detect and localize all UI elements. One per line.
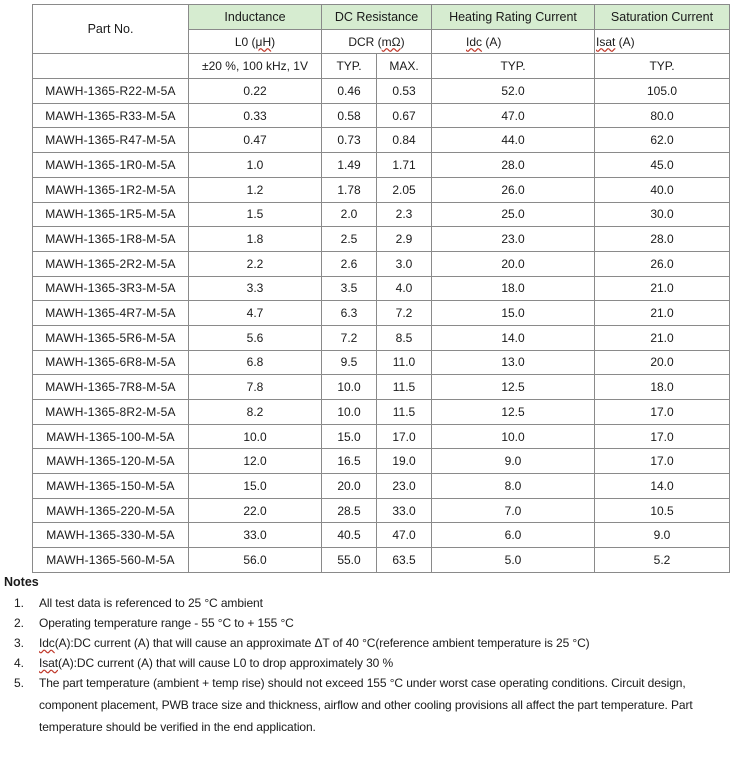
idc-typ-cell: 44.0 — [432, 128, 595, 153]
dcr-max-cell: 2.05 — [377, 177, 432, 202]
dcr-max-cell: 0.53 — [377, 79, 432, 104]
idc-typ-cell: 9.0 — [432, 449, 595, 474]
inductance-cell: 2.2 — [189, 251, 322, 276]
note-number: 4. — [14, 656, 25, 670]
dcr-max-cell: 0.84 — [377, 128, 432, 153]
part-number-cell: MAWH-1365-220-M-5A — [33, 498, 189, 523]
idc-typ-cell: 28.0 — [432, 153, 595, 178]
inductance-cell: 56.0 — [189, 548, 322, 573]
note-number: 1. — [14, 596, 25, 610]
inductance-cell: 5.6 — [189, 325, 322, 350]
note-item-2 — [4, 617, 724, 629]
isat-typ-cell: 18.0 — [595, 375, 730, 400]
dcr-typ-cell: 2.0 — [322, 202, 377, 227]
dcr-typ-cell: 0.73 — [322, 128, 377, 153]
idc-typ-cell: 23.0 — [432, 227, 595, 252]
table-row — [33, 498, 730, 523]
part-number-cell: MAWH-1365-1R5-M-5A — [33, 202, 189, 227]
inductance-cell: 0.33 — [189, 103, 322, 128]
idc-typ-cell: 10.0 — [432, 424, 595, 449]
dcr-prefix: DCR ( — [348, 34, 382, 49]
part-number-cell: MAWH-1365-R33-M-5A — [33, 103, 189, 128]
inductance-cell: 12.0 — [189, 449, 322, 474]
dcr-suffix: ) — [400, 34, 405, 49]
idc-typ-cell: 15.0 — [432, 301, 595, 326]
note-number: 2. — [14, 616, 25, 630]
inductance-cell: 8.2 — [189, 400, 322, 425]
dcr-max-cell: 17.0 — [377, 424, 432, 449]
note-text: The part temperature (ambient + temp rise) should not exceed 155 °C under worst case operating conditions. Circuit design, component placement, PWB trace size and thickness, airflow and other cooling provisions all affect the part temperature. Part temperature should be verified in the end application. — [39, 676, 693, 734]
note-symbol: Isat — [39, 656, 58, 670]
part-number-cell: MAWH-1365-3R3-M-5A — [33, 276, 189, 301]
part-number-cell: MAWH-1365-560-M-5A — [33, 548, 189, 573]
dcr-typ-cell: 7.2 — [322, 325, 377, 350]
isat-typ-cell: 26.0 — [595, 251, 730, 276]
isat-typ-cell: 21.0 — [595, 301, 730, 326]
table-row — [33, 227, 730, 252]
dcr-max-cell: 19.0 — [377, 449, 432, 474]
isat-typ-cell: 40.0 — [595, 177, 730, 202]
inductance-cell: 0.47 — [189, 128, 322, 153]
note-item-3 — [4, 637, 724, 649]
table-row — [33, 202, 730, 227]
notes-title: Notes — [4, 575, 39, 589]
inductance-cell: 1.8 — [189, 227, 322, 252]
header-row-3 — [33, 54, 730, 79]
idc-typ-cell: 14.0 — [432, 325, 595, 350]
table-row — [33, 301, 730, 326]
isat-typ-cell: 5.2 — [595, 548, 730, 573]
part-number-cell: MAWH-1365-100-M-5A — [33, 424, 189, 449]
header-typ-isat: TYP. — [595, 54, 730, 79]
table-row — [33, 153, 730, 178]
isat-typ-cell: 9.0 — [595, 523, 730, 548]
header-blank — [33, 54, 189, 79]
table-row — [33, 474, 730, 499]
note-item-1 — [4, 597, 724, 609]
isat-typ-cell: 45.0 — [595, 153, 730, 178]
dcr-max-cell: 8.5 — [377, 325, 432, 350]
part-number-cell: MAWH-1365-R47-M-5A — [33, 128, 189, 153]
idc-typ-cell: 26.0 — [432, 177, 595, 202]
dcr-typ-cell: 2.5 — [322, 227, 377, 252]
table-row — [33, 375, 730, 400]
header-inductance: Inductance — [189, 5, 322, 30]
header-typ-dcr: TYP. — [322, 54, 377, 79]
idc-symbol: Idc — [466, 34, 483, 49]
table-row — [33, 251, 730, 276]
inductance-cell: 22.0 — [189, 498, 322, 523]
inductance-cell: 7.8 — [189, 375, 322, 400]
dcr-typ-cell: 6.3 — [322, 301, 377, 326]
table-row — [33, 177, 730, 202]
dcr-typ-cell: 3.5 — [322, 276, 377, 301]
dcr-typ-cell: 40.5 — [322, 523, 377, 548]
note-symbol: Idc — [39, 636, 55, 650]
inductance-cell: 10.0 — [189, 424, 322, 449]
table-row — [33, 449, 730, 474]
idc-typ-cell: 20.0 — [432, 251, 595, 276]
idc-typ-cell: 25.0 — [432, 202, 595, 227]
table-row — [33, 523, 730, 548]
part-number-cell: MAWH-1365-1R0-M-5A — [33, 153, 189, 178]
note-text: All test data is referenced to 25 °C ambient — [39, 596, 263, 610]
isat-typ-cell: 17.0 — [595, 449, 730, 474]
isat-suffix: (A) — [615, 34, 635, 49]
dcr-max-cell: 23.0 — [377, 474, 432, 499]
header-typ-idc: TYP. — [432, 54, 595, 79]
table-row — [33, 276, 730, 301]
note-body: (A):DC current (A) that will cause L0 to drop approximately 30 % — [57, 656, 394, 670]
dcr-typ-cell: 55.0 — [322, 548, 377, 573]
isat-symbol: Isat — [596, 34, 616, 49]
isat-typ-cell: 20.0 — [595, 350, 730, 375]
isat-typ-cell: 80.0 — [595, 103, 730, 128]
isat-typ-cell: 62.0 — [595, 128, 730, 153]
dcr-typ-cell: 10.0 — [322, 375, 377, 400]
header-max-dcr: MAX. — [377, 54, 432, 79]
table-row — [33, 325, 730, 350]
header-dc-resistance: DC Resistance — [322, 5, 432, 30]
header-saturation-current: Saturation Current — [595, 5, 730, 30]
table-row — [33, 400, 730, 425]
part-number-cell: MAWH-1365-8R2-M-5A — [33, 400, 189, 425]
isat-typ-cell: 28.0 — [595, 227, 730, 252]
inductance-cell: 15.0 — [189, 474, 322, 499]
part-number-cell: MAWH-1365-1R2-M-5A — [33, 177, 189, 202]
dcr-max-cell: 63.5 — [377, 548, 432, 573]
isat-typ-cell: 105.0 — [595, 79, 730, 104]
dcr-typ-cell: 15.0 — [322, 424, 377, 449]
dcr-max-cell: 47.0 — [377, 523, 432, 548]
idc-typ-cell: 47.0 — [432, 103, 595, 128]
inductance-cell: 33.0 — [189, 523, 322, 548]
idc-typ-cell: 6.0 — [432, 523, 595, 548]
part-number-cell: MAWH-1365-1R8-M-5A — [33, 227, 189, 252]
dcr-unit: mΩ — [381, 34, 401, 49]
dcr-max-cell: 7.2 — [377, 301, 432, 326]
dcr-max-cell: 11.5 — [377, 400, 432, 425]
header-idc-unit — [432, 29, 595, 54]
part-number-cell: MAWH-1365-5R6-M-5A — [33, 325, 189, 350]
dcr-max-cell: 2.9 — [377, 227, 432, 252]
dcr-typ-cell: 16.5 — [322, 449, 377, 474]
part-number-cell: MAWH-1365-6R8-M-5A — [33, 350, 189, 375]
inductance-cell: 4.7 — [189, 301, 322, 326]
part-number-cell: MAWH-1365-R22-M-5A — [33, 79, 189, 104]
dcr-typ-cell: 10.0 — [322, 400, 377, 425]
header-l0-unit — [189, 29, 322, 54]
dcr-typ-cell: 0.46 — [322, 79, 377, 104]
dcr-typ-cell: 28.5 — [322, 498, 377, 523]
note-item-4 — [4, 657, 724, 669]
part-number-cell: MAWH-1365-150-M-5A — [33, 474, 189, 499]
inductance-cell: 1.0 — [189, 153, 322, 178]
dcr-max-cell: 3.0 — [377, 251, 432, 276]
idc-typ-cell: 13.0 — [432, 350, 595, 375]
l0-prefix: L0 ( — [234, 34, 256, 49]
dcr-typ-cell: 0.58 — [322, 103, 377, 128]
table-row — [33, 128, 730, 153]
spec-table — [32, 4, 730, 573]
dcr-max-cell: 1.71 — [377, 153, 432, 178]
idc-typ-cell: 7.0 — [432, 498, 595, 523]
part-number-cell: MAWH-1365-120-M-5A — [33, 449, 189, 474]
inductance-cell: 6.8 — [189, 350, 322, 375]
note-text — [39, 657, 724, 669]
idc-typ-cell: 18.0 — [432, 276, 595, 301]
l0-unit: μH — [255, 34, 272, 49]
header-row-1 — [33, 5, 730, 30]
dcr-typ-cell: 1.49 — [322, 153, 377, 178]
table-body — [33, 79, 730, 573]
inductance-cell: 1.5 — [189, 202, 322, 227]
idc-typ-cell: 8.0 — [432, 474, 595, 499]
header-tolerance: ±20 %, 100 kHz, 1V — [189, 54, 322, 79]
idc-typ-cell: 52.0 — [432, 79, 595, 104]
idc-typ-cell: 12.5 — [432, 400, 595, 425]
l0-suffix: ) — [271, 34, 276, 49]
part-number-cell: MAWH-1365-2R2-M-5A — [33, 251, 189, 276]
note-number: 3. — [14, 636, 25, 650]
header-isat-unit — [595, 29, 730, 54]
table-row — [33, 103, 730, 128]
idc-suffix: (A) — [482, 34, 502, 49]
isat-typ-cell: 10.5 — [595, 498, 730, 523]
header-part-no: Part No. — [33, 5, 189, 54]
table-row — [33, 548, 730, 573]
isat-typ-cell: 21.0 — [595, 276, 730, 301]
dcr-max-cell: 4.0 — [377, 276, 432, 301]
inductance-cell: 0.22 — [189, 79, 322, 104]
part-number-cell: MAWH-1365-330-M-5A — [33, 523, 189, 548]
isat-typ-cell: 14.0 — [595, 474, 730, 499]
dcr-typ-cell: 9.5 — [322, 350, 377, 375]
table-row — [33, 79, 730, 104]
inductance-cell: 1.2 — [189, 177, 322, 202]
table-row — [33, 350, 730, 375]
note-text — [39, 637, 724, 649]
isat-typ-cell: 30.0 — [595, 202, 730, 227]
dcr-max-cell: 33.0 — [377, 498, 432, 523]
dcr-typ-cell: 20.0 — [322, 474, 377, 499]
note-body: (A):DC current (A) that will cause an approximate ΔT of 40 °C(reference ambient temperature is 25 °C) — [54, 636, 590, 650]
part-number-cell: MAWH-1365-4R7-M-5A — [33, 301, 189, 326]
note-item-5 — [4, 677, 724, 738]
dcr-max-cell: 0.67 — [377, 103, 432, 128]
header-dcr-unit — [322, 29, 432, 54]
table-row — [33, 424, 730, 449]
part-number-cell: MAWH-1365-7R8-M-5A — [33, 375, 189, 400]
table-header — [33, 5, 730, 79]
dcr-typ-cell: 2.6 — [322, 251, 377, 276]
note-text: Operating temperature range - 55 °C to + 155 °C — [39, 616, 294, 630]
idc-typ-cell: 5.0 — [432, 548, 595, 573]
notes-section — [4, 575, 724, 746]
dcr-max-cell: 11.0 — [377, 350, 432, 375]
isat-typ-cell: 17.0 — [595, 400, 730, 425]
note-number: 5. — [14, 676, 25, 690]
idc-typ-cell: 12.5 — [432, 375, 595, 400]
isat-typ-cell: 17.0 — [595, 424, 730, 449]
dcr-typ-cell: 1.78 — [322, 177, 377, 202]
dcr-max-cell: 2.3 — [377, 202, 432, 227]
header-heating-current: Heating Rating Current — [432, 5, 595, 30]
inductance-cell: 3.3 — [189, 276, 322, 301]
dcr-max-cell: 11.5 — [377, 375, 432, 400]
isat-typ-cell: 21.0 — [595, 325, 730, 350]
